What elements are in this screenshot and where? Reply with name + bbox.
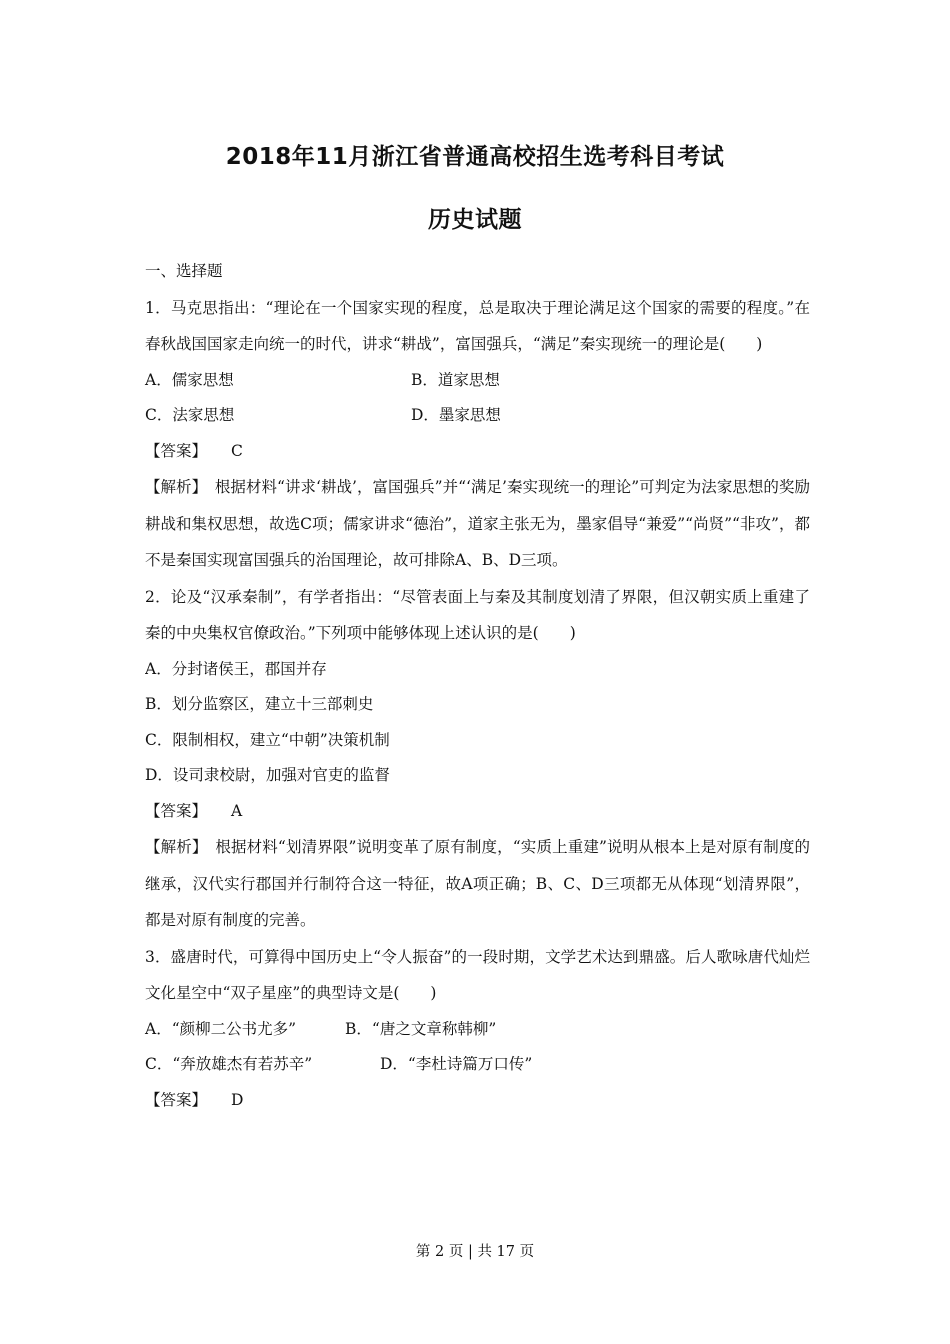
q3-option-d: D．“李杜诗篇万口传” bbox=[380, 1055, 533, 1073]
q3-answer-value: D bbox=[231, 1090, 244, 1109]
document-subtitle: 历史试题 bbox=[428, 207, 522, 233]
question-content bbox=[145, 254, 810, 1118]
q1-analysis bbox=[145, 469, 810, 579]
answer-label: 【答案】 bbox=[145, 441, 208, 460]
q1-option-b: B．道家思想 bbox=[411, 370, 500, 389]
q3-option-a: A．“颜柳二公书尤多” bbox=[145, 1019, 297, 1038]
q2-answer bbox=[145, 794, 810, 830]
q1-option-a: A．儒家思想 bbox=[145, 370, 234, 389]
section-heading: 一、选择题 bbox=[145, 262, 223, 280]
q3-option-b: B．“唐之文章称韩柳” bbox=[345, 1019, 497, 1038]
q3-option-c: C．“奔放雄杰有若苏辛” bbox=[145, 1055, 313, 1073]
q2-analysis-text: 根据材料“划清界限”说明变革了原有制度，“实质上重建”说明从根本上是对原有制度的继承，汉代实行郡国并行制符合这一特征，故A项正确；B、C、D三项都无从体现“划清界限”，都是对原有制度的完善。 bbox=[145, 838, 810, 929]
q2-option-b: B．划分监察区，建立十三部刺史 bbox=[145, 695, 374, 713]
q2-stem: 2．论及“汉承秦制”，有学者指出：“尽管表面上与秦及其制度划清了界限，但汉朝实质上重建了秦的中央集权官僚政治。”下列项中能够体现上述认识的是( ) bbox=[145, 587, 810, 642]
q2-option-d: D．设司隶校尉，加强对官吏的监督 bbox=[145, 766, 390, 784]
q1-options-row-1 bbox=[145, 363, 810, 399]
q1-analysis-text: 根据材料“讲求‘耕战’，富国强兵”并“‘满足’秦实现统一的理论”可判定为法家思想的奖励耕战和集权思想，故选C项；儒家讲求“德治”，道家主张无为，墨家倡导“兼爱”“尚贤”“非攻”，都不是秦国实现富国强兵的治国理论，故可排除A、B、D三项。 bbox=[145, 478, 810, 569]
q2-option-c: C．限制相权，建立“中朝”决策机制 bbox=[145, 730, 390, 749]
q1-answer-value: C bbox=[231, 441, 243, 460]
q2-option-a: A．分封诸侯王，郡国并存 bbox=[145, 659, 327, 678]
q1-answer bbox=[145, 434, 810, 470]
document-title: 2018年11月浙江省普通高校招生选考科目考试 bbox=[225, 144, 725, 170]
q2-answer-value: A bbox=[231, 801, 243, 820]
q3-options-row-2 bbox=[145, 1047, 810, 1083]
q3-stem: 3．盛唐时代，可算得中国历史上“令人振奋”的一段时期，文学艺术达到鼎盛。后人歌咏唐代灿烂文化星空中“双子星座”的典型诗文是( ) bbox=[145, 947, 810, 1002]
page-footer: 第 2 页 | 共 17 页 bbox=[415, 1244, 535, 1260]
q2-analysis bbox=[145, 829, 810, 939]
q1-option-c: C．法家思想 bbox=[145, 406, 235, 424]
q3-options-row-1 bbox=[145, 1012, 810, 1048]
q1-stem: 1．马克思指出：“理论在一个国家实现的程度，总是取决于理论满足这个国家的需要的程度。”在春秋战国国家走向统一的时代，讲求“耕战”，富国强兵，“满足”秦实现统一的理论是( ) bbox=[145, 298, 810, 353]
q3-answer bbox=[145, 1083, 810, 1119]
q1-options-row-2 bbox=[145, 398, 810, 434]
analysis-label: 【解析】 bbox=[145, 838, 200, 856]
answer-label: 【答案】 bbox=[145, 801, 208, 820]
q1-option-d: D．墨家思想 bbox=[411, 406, 501, 424]
answer-label: 【答案】 bbox=[145, 1090, 208, 1109]
analysis-label: 【解析】 bbox=[145, 478, 200, 496]
